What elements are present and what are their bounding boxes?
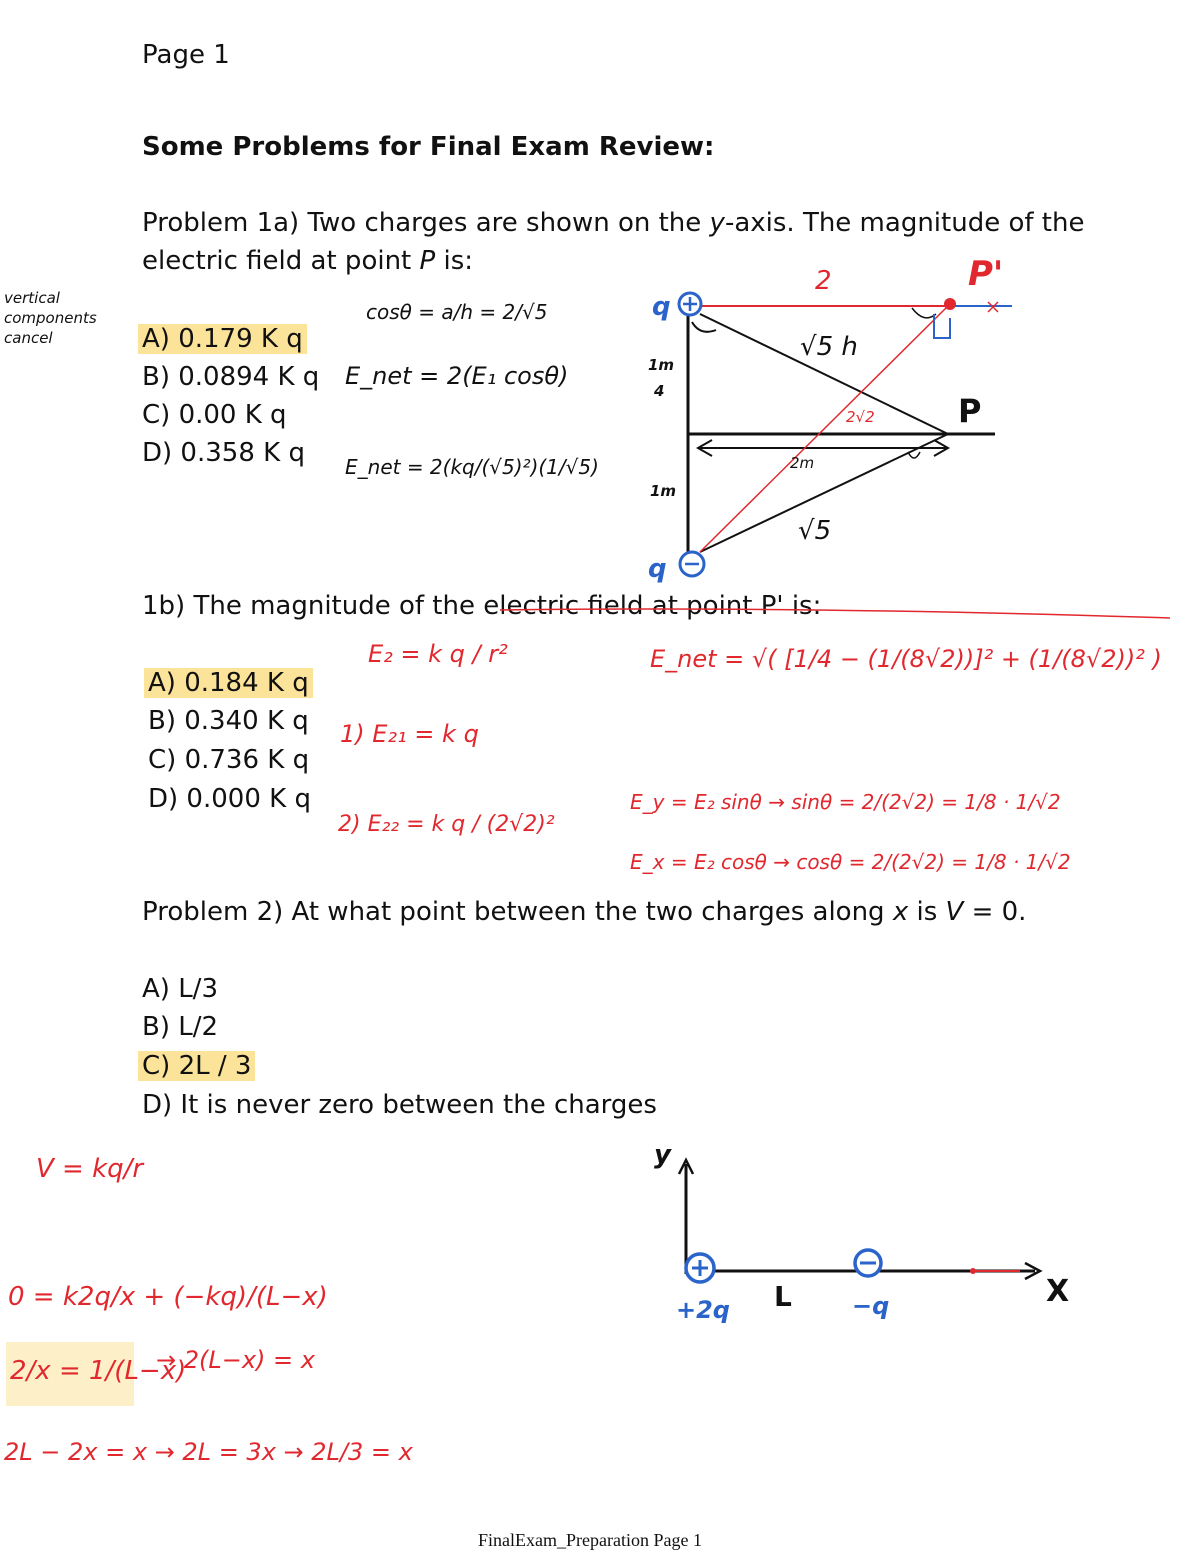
enet-equation-2: E_net = 2(kq/(√5)²)(1/√5) <box>345 455 599 479</box>
ex-equation: E_x = E₂ cosθ → cosθ = 2/(2√2) = 1/8 · 1/√2 <box>630 850 1071 874</box>
e2-equation: E₂ = k q / r² <box>368 640 508 668</box>
side-note-line-3: cancel <box>4 329 53 347</box>
label-2root2: 2√2 <box>846 408 875 426</box>
side-note <box>4 288 97 348</box>
p1b-option-a: A) 0.184 K q <box>144 668 313 698</box>
p2-label-minusq: −q <box>852 1292 890 1320</box>
p1b-option-d: D) 0.000 K q <box>148 784 311 814</box>
p2-option-d: D) It is never zero between the charges <box>142 1090 657 1120</box>
ey-equation: E_y = E₂ sinθ → sinθ = 2/(2√2) = 1/8 · 1/√2 <box>630 790 1061 814</box>
e21-equation: 1) E₂₁ = k q <box>340 720 479 748</box>
p2-option-a: A) L/3 <box>142 974 218 1004</box>
p2-negative-charge <box>855 1250 881 1276</box>
p2-prefix: Problem 2) At what point between the two charges along <box>142 897 893 927</box>
zero-equation: 0 = k2q/x + (−kq)/(L−x) <box>8 1282 328 1312</box>
p1b-option-c: C) 0.736 K q <box>148 745 310 775</box>
label-point-p: P <box>958 392 982 430</box>
p1a-option-a: A) 0.179 K q <box>138 324 307 354</box>
p1a-option-c: C) 0.00 K q <box>142 400 287 430</box>
positive-charge-top <box>679 293 701 315</box>
label-4: 4 <box>654 382 665 400</box>
p2-positive-charge <box>686 1254 714 1282</box>
label-q-top: q <box>652 292 671 322</box>
p2-mid: is <box>908 897 946 927</box>
p1a-middle: -axis. The magnitude of the <box>724 208 1085 238</box>
page-label: Page 1 <box>142 40 230 70</box>
p1a-line2-prefix: electric field at point <box>142 246 420 276</box>
p2-suffix: = 0. <box>963 897 1027 927</box>
point-pprime-dot <box>944 298 956 310</box>
p2-label-y: y <box>654 1140 671 1170</box>
p1a-point: P <box>419 246 436 276</box>
p1a-prefix: Problem 1a) Two charges are shown on the <box>142 208 710 238</box>
angle-arc-pprime <box>912 308 936 318</box>
label-q-bottom: q <box>648 554 667 584</box>
p1a-option-d: D) 0.358 K q <box>142 438 305 468</box>
p2-option-c: C) 2L / 3 <box>138 1051 255 1081</box>
page-heading: Some Problems for Final Exam Review: <box>142 132 715 162</box>
label-2-top: 2 <box>815 266 832 296</box>
cos-equation: cosθ = a/h = 2/√5 <box>366 300 548 324</box>
p2-label-plus2q: +2q <box>676 1296 730 1324</box>
label-sqrt5: √5 <box>798 516 832 546</box>
p2-var-x: x <box>892 897 909 927</box>
p2-red-dot <box>970 1268 976 1274</box>
side-note-line-1: vertical <box>4 289 60 307</box>
v-equation: V = kq/r <box>36 1154 144 1184</box>
p2-label-L: L <box>774 1280 792 1313</box>
step-equation: → 2(L−x) = x <box>156 1346 315 1374</box>
problem-1b-text: 1b) The magnitude of the electric field at point P' is: <box>142 591 822 621</box>
p2-var-v: V <box>945 897 964 927</box>
enet-b-equation: E_net = √( [1/4 − (1/(8√2))]² + (1/(8√2))² ) <box>650 645 1162 673</box>
negative-charge-bottom <box>680 552 704 576</box>
page-footer: FinalExam_Preparation Page 1 <box>478 1530 702 1550</box>
label-point-pprime: P' <box>968 254 1004 294</box>
p1a-line2-suffix: is: <box>435 246 473 276</box>
label-sqrt5h: √5 h <box>800 332 858 362</box>
label-1m-bottom: 1m <box>650 482 677 500</box>
side-note-line-2: components <box>4 309 97 327</box>
angle-arc-top <box>692 322 716 332</box>
label-1m-top: 1m <box>648 356 675 374</box>
final-equation: 2L − 2x = x → 2L = 3x → 2L/3 = x <box>4 1438 413 1466</box>
label-2m: 2m <box>790 454 815 472</box>
p1b-option-b: B) 0.340 K q <box>148 706 309 736</box>
ratio-equation: 2/x = 1/(L−x) <box>10 1356 187 1386</box>
p1a-axis: y <box>709 208 725 238</box>
e22-equation: 2) E₂₂ = k q / (2√2)² <box>338 812 555 837</box>
red-strike-1b <box>500 609 1170 618</box>
p2-label-x: X <box>1046 1274 1070 1309</box>
p2-option-b: B) L/2 <box>142 1012 219 1042</box>
enet-equation-1: E_net = 2(E₁ cosθ) <box>345 362 569 390</box>
p1a-option-b: B) 0.0894 K q <box>142 362 320 392</box>
